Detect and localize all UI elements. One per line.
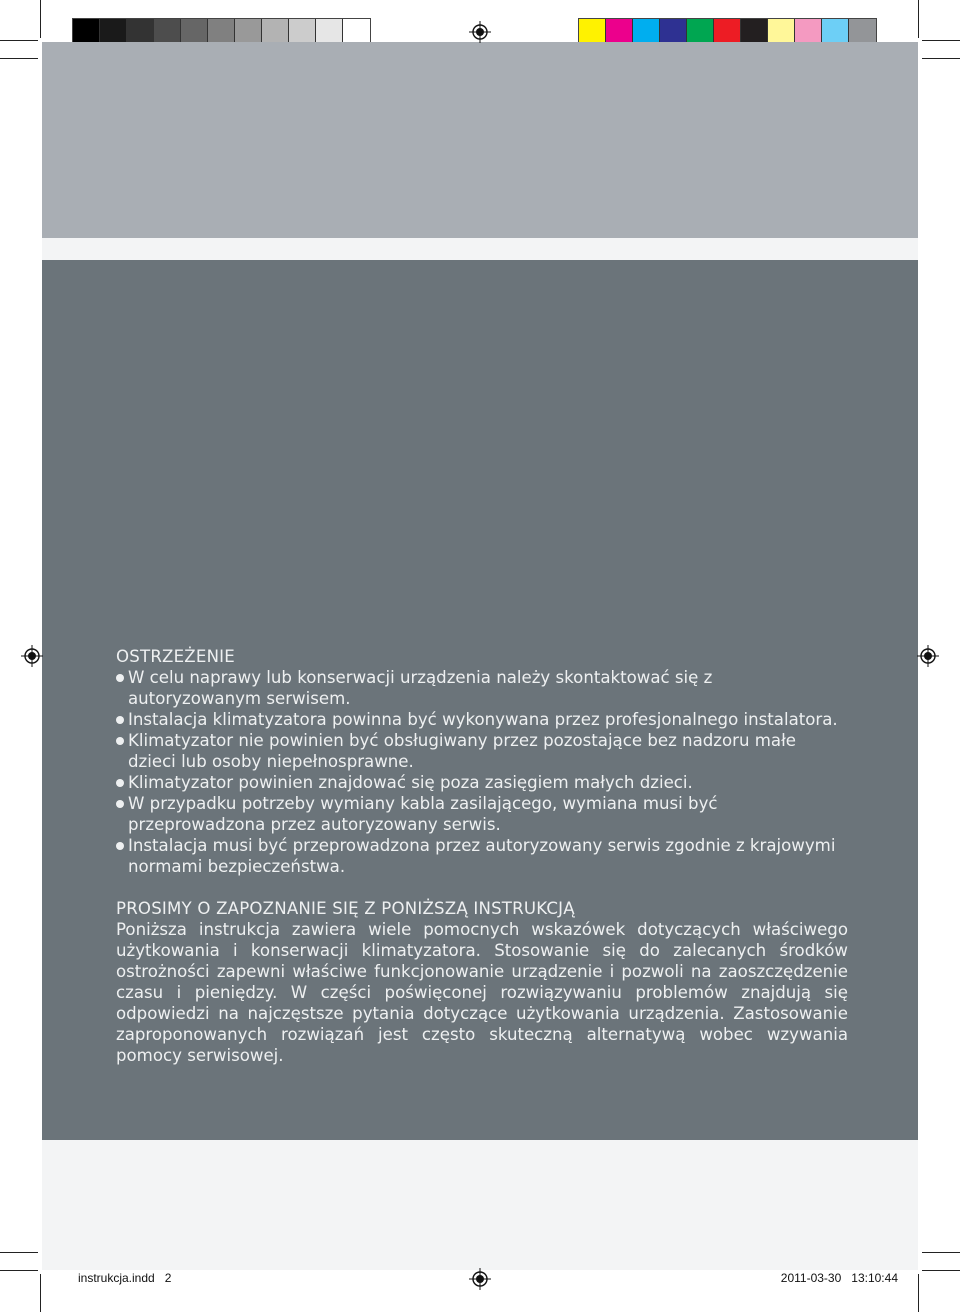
light-strip	[42, 238, 918, 260]
warning-item: Instalacja musi być przeprowadzona przez autoryzowany serwis zgodnie z krajowymi normami bezpieczeństwa.	[116, 835, 848, 877]
crop-mark	[40, 1274, 41, 1312]
crop-mark	[918, 0, 919, 38]
crop-mark	[922, 1270, 960, 1271]
crop-mark	[922, 58, 960, 59]
top-gray-panel	[42, 42, 918, 238]
document-content	[116, 646, 848, 1066]
instructions-paragraph: Poniższa instrukcja zawiera wiele pomocnych wskazówek dotyczących właściwego użytkowania i konserwacji klimatyzatora. Stosowanie się do zalecanych środków ostrożności zapewni właściwe funkcjonowanie urządzenie i pozwoli na zaoszczędzenie czasu i pieniędzy. W części poświęconej rozwiązywaniu problemów znajdują się odpowiedzi na najczęstsze pytania dotyczące użytkowania urządzenia. Zastosowanie zaproponowanych rozwiązań jest często skuteczną alternatywą wobec wzywania pomocy serwisowej.	[116, 920, 848, 1065]
crop-mark	[922, 1252, 960, 1253]
crop-mark	[0, 58, 38, 59]
warning-item: Klimatyzator powinien znajdować się poza zasięgiem małych dzieci.	[116, 772, 848, 793]
registration-mark-icon	[21, 645, 43, 667]
bottom-light-strip	[42, 1140, 918, 1162]
warning-item: W celu naprawy lub konserwacji urządzenia należy skontaktować się z autoryzowanym serwisem.	[116, 667, 848, 709]
warning-item: Instalacja klimatyzatora powinna być wykonywana przez profesjonalnego instalatora.	[116, 709, 848, 730]
warning-heading: OSTRZEŻENIE	[116, 647, 235, 666]
registration-mark-icon	[469, 21, 491, 43]
crop-mark	[0, 40, 38, 41]
slug-filename: instrukcja.indd 2	[78, 1271, 172, 1285]
warning-item: Klimatyzator nie powinien być obsługiwany przez pozostające bez nadzoru małe dzieci lub osoby niepełnosprawne.	[116, 730, 848, 772]
instructions-heading: PROSIMY O ZAPOZNANIE SIĘ Z PONIŻSZĄ INSTRUKCJĄ	[116, 899, 575, 918]
crop-mark	[40, 0, 41, 38]
slug-datetime: 2011-03-30 13:10:44	[780, 1271, 898, 1285]
registration-mark-icon	[917, 645, 939, 667]
warning-item: W przypadku potrzeby wymiany kabla zasilającego, wymiana musi być przeprowadzona przez autoryzowany serwis.	[116, 793, 848, 835]
print-slug	[78, 1271, 898, 1287]
crop-mark	[0, 1270, 38, 1271]
bottom-light-panel	[42, 1162, 918, 1270]
crop-mark	[922, 40, 960, 41]
crop-mark	[918, 1274, 919, 1312]
crop-mark	[0, 1252, 38, 1253]
